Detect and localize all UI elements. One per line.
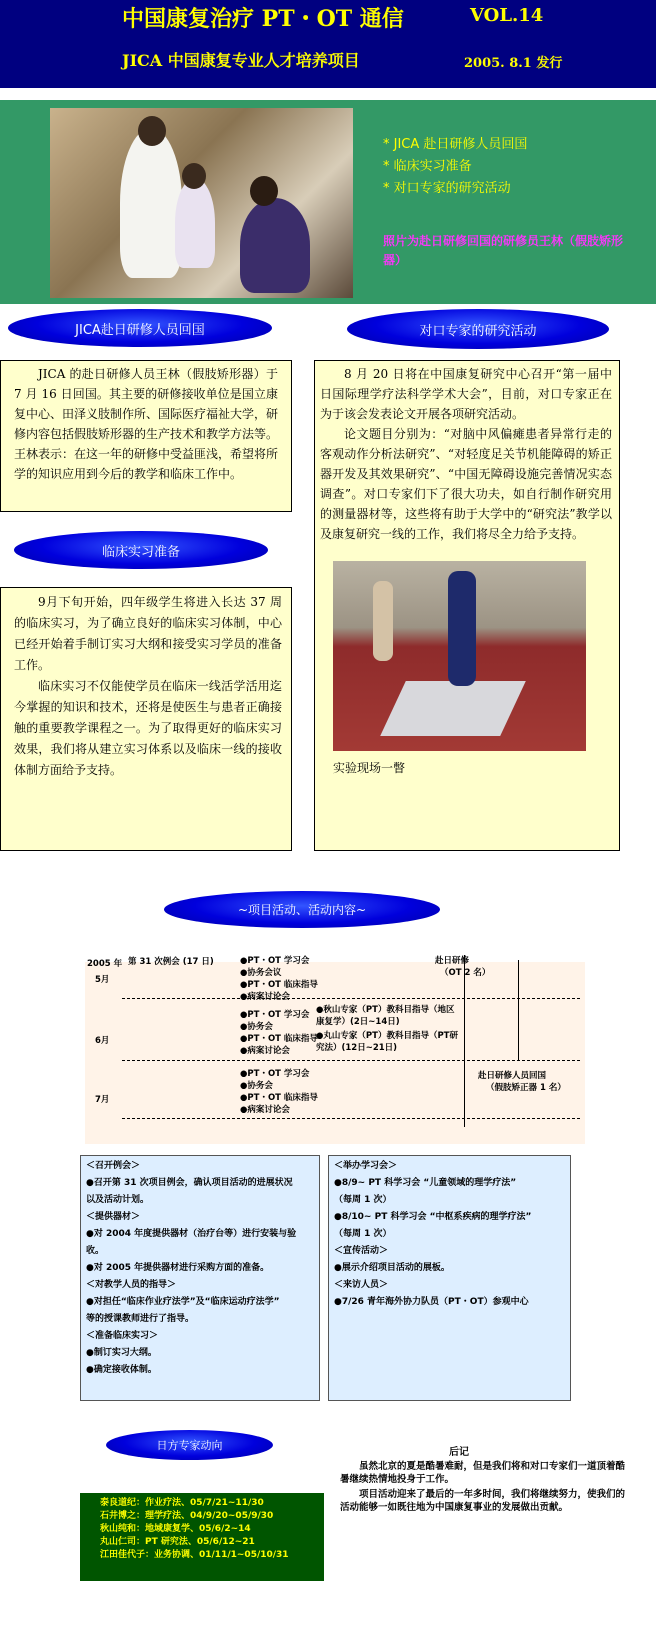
highlight-item: * 临床实习准备 [383, 159, 472, 174]
heading-experts: 日方专家动向 [106, 1430, 273, 1460]
activity-line: ●对 2005 年提供器材进行采购方面的准备。 [86, 1263, 270, 1273]
paragraph: 项目活动迎来了最后的一年多时间，我们将继续努力，使我们的活动能够一如既往地为中国康复事业的发展做出贡献。 [340, 1489, 626, 1513]
trainee-return-text [14, 364, 278, 484]
activity-line: ●召开第 31 次项目例会，确认项目活动的进展状况 [86, 1178, 293, 1188]
schedule-event: 第 31 次例会 (17 日) [128, 957, 214, 967]
schedule-event: ●病案讨论会 [240, 992, 290, 1002]
schedule-year: 2005 年 [87, 959, 123, 969]
activity-line: 等的授课教师进行了指导。 [86, 1314, 195, 1324]
photo-caption: 照片为赴日研修回国的研修员王林（假肢矫形器） [383, 234, 624, 267]
schedule-event: ●PT・OT 临床指导 [240, 1034, 318, 1044]
schedule-event: ●丸山专家（PT）教科目指导（PT研究法）(12日~21日) [316, 1031, 458, 1053]
activity-line: ●对担任“临床作业疗法学”及“临床运动疗法学” [86, 1297, 280, 1307]
activity-line: ●7/26 青年海外协力队员（PT・OT）参观中心 [334, 1297, 529, 1307]
volume-number: VOL.14 [470, 5, 544, 26]
experiment-photo [333, 561, 586, 751]
activity-line: ＜来访人员＞ [334, 1280, 389, 1290]
schedule-event: ●病案讨论会 [240, 1046, 290, 1056]
activity-line: ＜对教学人员的指导＞ [86, 1280, 177, 1290]
activity-line: ＜准备临床实习＞ [86, 1331, 159, 1341]
schedule-event: （假肢矫正器 1 名） [486, 1083, 566, 1093]
schedule-event: ●协务会 [240, 1081, 273, 1091]
paragraph: 论文题目分别为：“对脑中风偏瘫患者异常行走的客观动作分析法研究”、“对轻度足关节机能障碍的矫正器开发及其效果研究”、“中国无障碍设施完善情况实态调查”。对口专家们下了很大功夫，如自行制作研究用的测量器材等，这些将有助于大学中的“研究法”教学以及康复研究一线的工作，我们将尽全力给予支持。 [320, 427, 612, 541]
paragraph: JICA 的赴日研修人员王林（假肢矫形器）于 7 月 16 日回国。其主要的研修接收单位是国立康复中心、田泽义肢制作所、国际医疗福祉大学，研修内容包括假肢矫形器的生产技术和教学方法等。王林表示：在这一年的研修中受益匪浅，希望将所学的知识应用到今后的教学和临床工作中。 [14, 367, 279, 481]
activity-line: ＜举办学习会＞ [334, 1161, 398, 1171]
schedule-event: ●PT・OT 学习会 [240, 956, 310, 966]
schedule-event: ●PT・OT 临床指导 [240, 980, 318, 990]
paragraph: 9月下旬开始，四年级学生将进入长达 37 周的临床实习，为了确立良好的临床实习体制，中心已经开始着手制订实习大纲和接受实习学员的准备工作。 [14, 595, 282, 672]
timeline-arrow [464, 955, 465, 1127]
activity-line: （每周 1 次） [334, 1229, 392, 1239]
activity-line: ●对 2004 年度提供器材（治疗台等）进行安装与验 [86, 1229, 297, 1239]
schedule-event: ●PT・OT 临床指导 [240, 1093, 318, 1103]
activity-line: ●8/9~ PT 科学习会 “儿童领域的理学疗法” [334, 1178, 517, 1188]
issue-date: 2005. 8.1 发行 [464, 56, 563, 71]
afterword-title: 后记 [449, 1447, 469, 1458]
schedule-month: 7月 [95, 1095, 110, 1105]
schedule-event: 赴日研修人员回国 [478, 1071, 547, 1081]
heading-research: 对口专家的研究活动 [347, 309, 609, 349]
schedule-event: （OT 2 名） [440, 968, 491, 978]
activity-line: （每周 1 次） [334, 1195, 392, 1205]
highlight-item: * JICA 赴日研修人员回国 [383, 137, 528, 152]
highlight-item: * 对口专家的研究活动 [383, 181, 511, 196]
schedule-event: 赴日研修 [435, 956, 470, 966]
paragraph: 临床实习不仅能使学员在临床一线活学活用迄今掌握的知识和技术，还将是使医生与患者正确接触的重要教学课程之一。为了取得更好的临床实习效果，我们将从建立实习体系以及临床一线的接收体制方面给予支持。 [14, 679, 282, 777]
activity-line: ●展示介绍项目活动的展板。 [334, 1263, 450, 1273]
heading-trainee-return: JICA赴日研修人员回国 [8, 309, 272, 347]
activity-line: ＜召开例会＞ [86, 1161, 141, 1171]
schedule-event: ●协务会议 [240, 968, 282, 978]
schedule-event: ●PT・OT 学习会 [240, 1010, 310, 1020]
schedule-month: 6月 [95, 1036, 110, 1046]
divider [122, 1118, 580, 1119]
expert-entry: 江田佳代子：业务协调、01/11/1~05/10/31 [100, 1550, 289, 1560]
schedule-month: 5月 [95, 975, 110, 985]
schedule-event: ●协务会 [240, 1022, 273, 1032]
paragraph: 8 月 20 日将在中国康复研究中心召开“第一届中日国际理学疗法科学学术大会”，目前，对口专家正在为于该会发表论文开展各项研究活动。 [320, 367, 612, 421]
divider [122, 1060, 580, 1061]
activity-box-right [328, 1155, 571, 1401]
paragraph: 虽然北京的夏是酷暑难耐，但是我们将和对口专家们一道顶着酷暑继续热情地投身于工作。 [340, 1461, 626, 1485]
divider [122, 998, 580, 999]
activity-line: ●确定接收体制。 [86, 1365, 157, 1375]
schedule-event: ●秋山专家（PT）教科目指导（地区康复学）(2日~14日) [316, 1005, 455, 1027]
trainee-photo [50, 108, 353, 298]
newsletter-title: 中国康复治疗 PT・OT 通信 [122, 6, 404, 32]
expert-entry: 丸山仁司：PT 研究法、05/6/12~21 [100, 1537, 255, 1547]
afterword-text [340, 1460, 630, 1516]
heading-clinical-prep: 临床实习准备 [14, 531, 268, 569]
research-text [320, 364, 612, 544]
activity-line: ●8/10~ PT 科学习会 “中枢系疾病的理学疗法” [334, 1212, 532, 1222]
clinical-prep-text [14, 592, 282, 781]
expert-entry: 石井博之：理学疗法、04/9/20~05/9/30 [100, 1511, 274, 1521]
schedule-event: ●病案讨论会 [240, 1105, 290, 1115]
activity-line: ＜提供器材＞ [86, 1212, 141, 1222]
heading-schedule: ~项目活动、活动内容~ [164, 891, 440, 928]
activity-line: 收。 [86, 1246, 105, 1256]
experiment-photo-caption: 实验现场一瞥 [333, 761, 406, 775]
timeline-arrow [518, 960, 519, 1060]
activity-line: 以及活动计划。 [86, 1195, 150, 1205]
expert-entry: 秋山纯和：地域康复学、05/6/2~14 [100, 1524, 251, 1534]
activity-line: ●制订实习大纲。 [86, 1348, 157, 1358]
expert-entry: 泰良道纪：作业疗法、05/7/21~11/30 [100, 1498, 264, 1508]
project-subtitle: JICA 中国康复专业人才培养项目 [122, 51, 360, 70]
schedule-event: ●PT・OT 学习会 [240, 1069, 310, 1079]
activity-line: ＜宣传活动＞ [334, 1246, 389, 1256]
